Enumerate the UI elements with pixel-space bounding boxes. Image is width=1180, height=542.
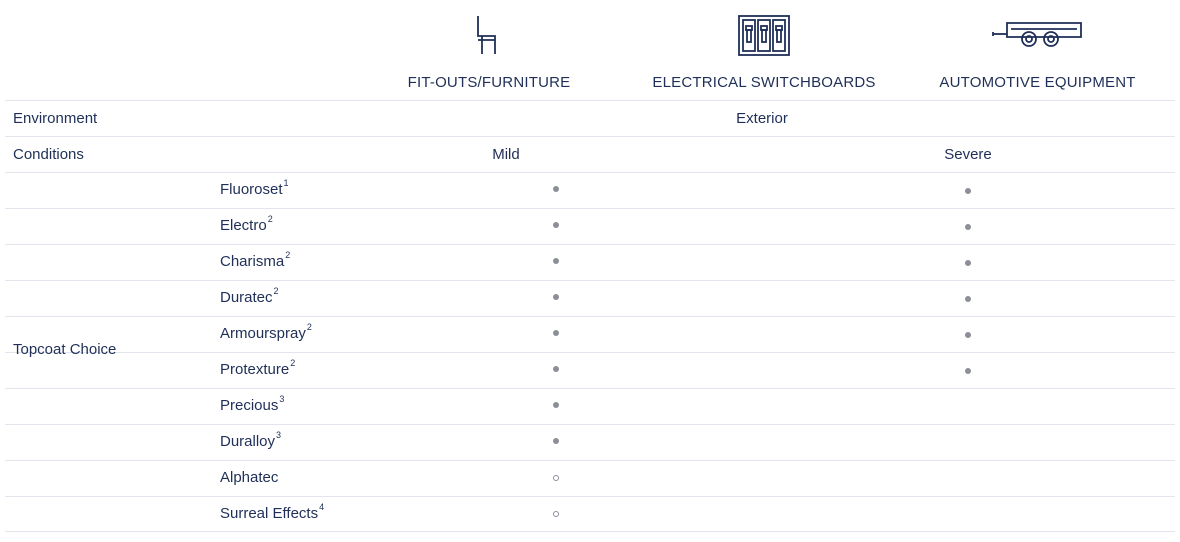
severe-dot (965, 224, 971, 230)
topcoat-name: Alphatec (220, 469, 279, 486)
trailer-icon (991, 20, 1085, 55)
column-header-automotive: AUTOMOTIVE EQUIPMENT (939, 74, 1136, 91)
conditions-severe: Severe (944, 146, 992, 163)
mild-dot (553, 222, 559, 228)
topcoat-row (5, 172, 1175, 208)
topcoat-row (5, 280, 1175, 316)
conditions-mild: Mild (492, 146, 520, 163)
mild-dot (553, 330, 559, 336)
column-header-switchboards: ELECTRICAL SWITCHBOARDS (652, 74, 876, 91)
environment-row (5, 100, 1175, 136)
environment-value: Exterior (736, 110, 788, 127)
topcoat-row (5, 388, 1175, 424)
topcoat-row (5, 460, 1175, 496)
chair-icon (470, 14, 502, 63)
mild-open-dot (553, 475, 559, 481)
topcoat-row (5, 496, 1175, 532)
severe-dot (965, 260, 971, 266)
topcoat-row (5, 244, 1175, 280)
severe-dot (965, 296, 971, 302)
severe-dot (965, 332, 971, 338)
topcoat-name: Precious$^3$ (220, 394, 285, 414)
conditions-row (5, 136, 1175, 172)
mild-dot (553, 438, 559, 444)
topcoat-label: Topcoat Choice (13, 341, 117, 358)
severe-dot (965, 188, 971, 194)
topcoat-row (5, 208, 1175, 244)
topcoat-row (5, 424, 1175, 460)
topcoat-name: Fluoroset$^1$ (220, 178, 289, 198)
topcoat-row (5, 316, 1175, 352)
conditions-label: Conditions (13, 146, 84, 163)
topcoat-name: Duratec$^2$ (220, 286, 279, 306)
topcoat-name: Protexture$^2$ (220, 358, 296, 378)
column-header-fit-outs: FIT-OUTS/FURNITURE (407, 74, 571, 91)
topcoat-name: Armourspray$^2$ (220, 322, 312, 342)
switchboard-icon (738, 15, 790, 62)
mild-dot (553, 402, 559, 408)
severe-dot (965, 368, 971, 374)
environment-label: Environment (13, 110, 98, 127)
mild-dot (553, 258, 559, 264)
topcoat-name: Charisma$^2$ (220, 250, 291, 270)
topcoat-row (5, 352, 1175, 388)
mild-dot (553, 294, 559, 300)
topcoat-name: Surreal Effects$^4$ (220, 502, 325, 522)
mild-dot (553, 366, 559, 372)
mild-open-dot (553, 511, 559, 517)
topcoat-name: Duralloy$^3$ (220, 430, 282, 450)
topcoat-name: Electro$^2$ (220, 214, 273, 234)
mild-dot (553, 186, 559, 192)
